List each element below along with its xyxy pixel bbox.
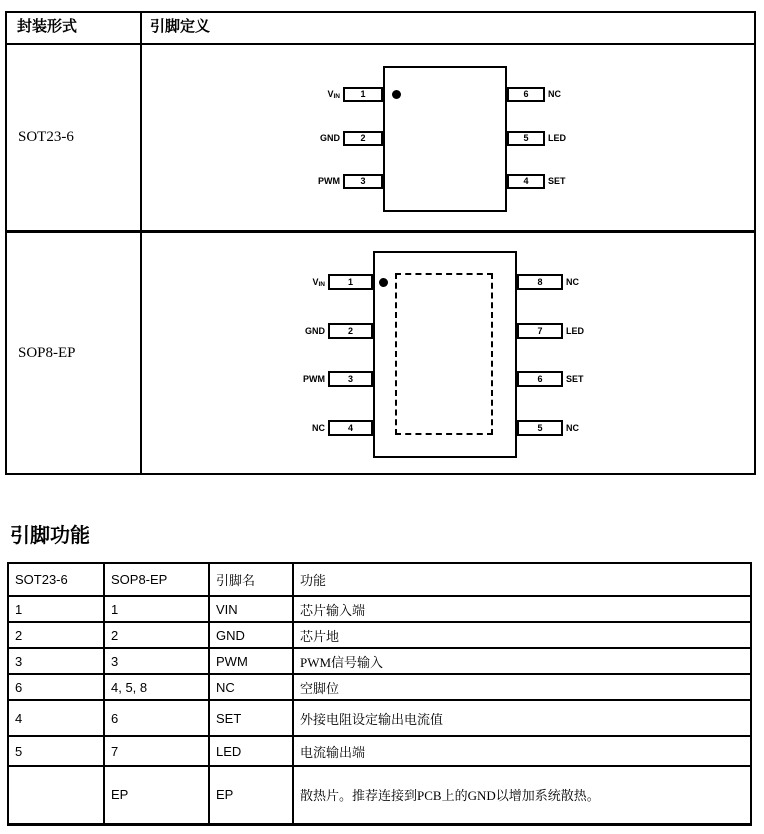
sot23-pin-label-nc: NC	[548, 89, 561, 99]
cell-sot	[8, 766, 104, 824]
sot23-pin-label-led: LED	[548, 133, 566, 143]
cell-sot: 1	[8, 596, 104, 622]
cell-sot: 3	[8, 648, 104, 674]
pin-number: 8	[537, 277, 543, 287]
sop8-pin-box-7	[517, 323, 563, 339]
table-row-pwm	[8, 648, 751, 674]
cell-function: 芯片输入端	[293, 596, 751, 622]
cell-function: PWM信号输入	[293, 648, 751, 674]
package-table-header-row	[7, 13, 754, 43]
sot23-pin-label-set: SET	[548, 176, 566, 186]
table-row-gnd	[8, 622, 751, 648]
cell-function: 芯片地	[293, 622, 751, 648]
cell-sot: 5	[8, 736, 104, 766]
exposed-pad-outline	[395, 273, 493, 435]
table-row-set	[8, 700, 751, 736]
sot23-pin-box-4	[507, 174, 545, 189]
cell-pin-name: LED	[209, 736, 293, 766]
col-header-sot23-6: SOT23-6	[8, 563, 104, 596]
col-header-function: 功能	[293, 563, 751, 596]
pin-number: 6	[537, 374, 543, 384]
sot23-pin-box-1	[343, 87, 383, 102]
cell-sot: 2	[8, 622, 104, 648]
pin-number: 2	[347, 326, 353, 336]
package-table	[5, 11, 756, 475]
header-pin-definition: 引脚定义	[150, 18, 211, 35]
pin-number: 5	[523, 133, 529, 143]
table-row-led	[8, 736, 751, 766]
sop8-pin-box-5	[517, 420, 563, 436]
cell-function: 电流输出端	[293, 736, 751, 766]
sop8-pin-label-vin: VIN	[312, 277, 325, 288]
pin-number: 6	[523, 89, 529, 99]
cell-sot: 4	[8, 700, 104, 736]
pin-number: 4	[523, 176, 529, 186]
sot23-pin-label-gnd: GND	[320, 133, 340, 143]
cell-sop: 6	[104, 700, 209, 736]
sop8-pin-label-nc4: NC	[312, 423, 325, 433]
section-heading-pin-functions: 引脚功能	[10, 525, 90, 547]
cell-function: 空脚位	[293, 674, 751, 700]
cell-function: 散热片。推荐连接到PCB上的GND以增加系统散热。	[293, 766, 751, 824]
cell-pin-name: EP	[209, 766, 293, 824]
sot23-pin1-marker-dot	[392, 90, 401, 99]
col-header-pin-name: 引脚名	[209, 563, 293, 596]
cell-sop: EP	[104, 766, 209, 824]
cell-sop: 4, 5, 8	[104, 674, 209, 700]
table-row-nc	[8, 674, 751, 700]
pin-function-table	[7, 562, 752, 826]
table-row-vin	[8, 596, 751, 622]
sop8-pin-box-4	[328, 420, 373, 436]
cell-sop: 7	[104, 736, 209, 766]
vin-subscript: IN	[318, 281, 325, 288]
package-row-sot23-6	[7, 43, 754, 230]
pin-number: 4	[347, 423, 353, 433]
cell-sot: 6	[8, 674, 104, 700]
sop8-pin-label-nc5: NC	[566, 423, 579, 433]
pin-number: 3	[347, 374, 353, 384]
pin-number: 5	[537, 423, 543, 433]
pin-function-header-row	[8, 563, 751, 596]
cell-pin-name: PWM	[209, 648, 293, 674]
pin-number: 1	[360, 89, 366, 99]
sop8-pin-label-set: SET	[566, 374, 584, 384]
sot23-pin-label-vin: VIN	[327, 89, 340, 100]
sop8-pin-box-3	[328, 371, 373, 387]
pin-number: 2	[360, 133, 366, 143]
cell-function: 外接电阻设定输出电流值	[293, 700, 751, 736]
sop8-pin-box-8	[517, 274, 563, 290]
sot23-chip-body	[383, 66, 507, 212]
sop8-pin-label-gnd: GND	[305, 326, 325, 336]
cell-pin-name: GND	[209, 622, 293, 648]
sop8-pin-box-1	[328, 274, 373, 290]
package-name-sot23-6: SOT23-6	[7, 45, 142, 230]
pin-number: 7	[537, 326, 543, 336]
sot23-pin-box-3	[343, 174, 383, 189]
sot23-pin-box-5	[507, 131, 545, 146]
pin-number: 1	[347, 277, 353, 287]
pin-number: 3	[360, 176, 366, 186]
package-row-sop8-ep	[7, 230, 754, 473]
cell-sop: 2	[104, 622, 209, 648]
sop8-pin1-marker-dot	[379, 278, 388, 287]
sop8-pin-box-2	[328, 323, 373, 339]
sot23-pin-label-pwm: PWM	[318, 176, 340, 186]
cell-sop: 3	[104, 648, 209, 674]
cell-pin-name: NC	[209, 674, 293, 700]
table-row-ep	[8, 766, 751, 824]
vin-subscript: IN	[333, 93, 340, 100]
header-package-form: 封装形式	[7, 13, 142, 43]
sot23-6-pin-diagram	[142, 45, 754, 230]
sop8-pin-label-nc8: NC	[566, 277, 579, 287]
sop8-pin-box-6	[517, 371, 563, 387]
package-name-sop8-ep: SOP8-EP	[7, 233, 142, 473]
sot23-pin-box-6	[507, 87, 545, 102]
cell-pin-name: SET	[209, 700, 293, 736]
col-header-sop8-ep: SOP8-EP	[104, 563, 209, 596]
sop8-pin-label-led: LED	[566, 326, 584, 336]
cell-pin-name: VIN	[209, 596, 293, 622]
cell-sop: 1	[104, 596, 209, 622]
sop8-pin-label-pwm: PWM	[303, 374, 325, 384]
sop8-ep-pin-diagram	[142, 233, 754, 473]
sot23-pin-box-2	[343, 131, 383, 146]
